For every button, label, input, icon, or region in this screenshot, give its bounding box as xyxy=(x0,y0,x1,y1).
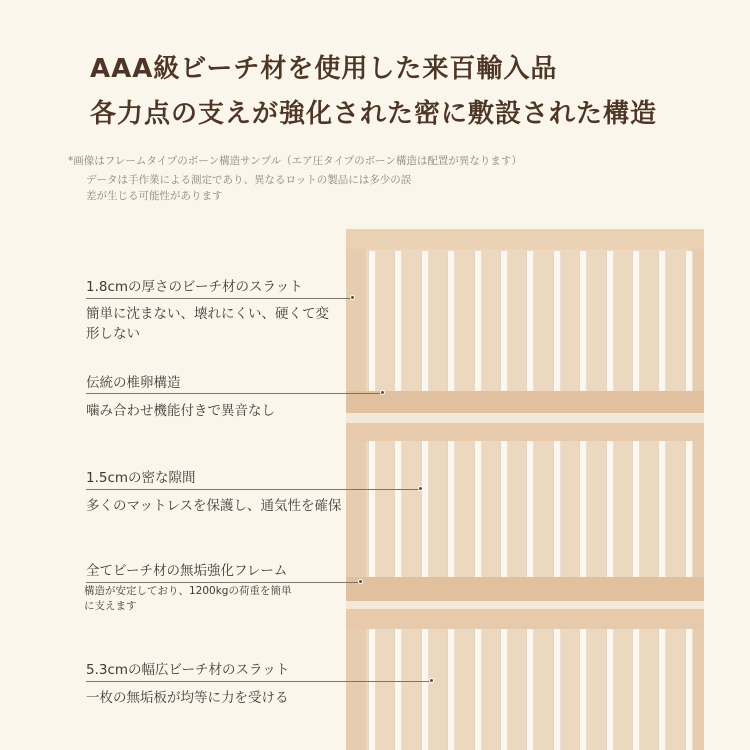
slat-gap xyxy=(658,629,666,750)
slat-gap xyxy=(474,629,482,750)
slat-gap xyxy=(606,251,614,391)
slat-gap xyxy=(526,441,534,577)
slat-gap xyxy=(553,441,561,577)
callout-marker xyxy=(358,579,363,584)
frame-joint-gap-2 xyxy=(346,601,704,609)
slat-gap xyxy=(606,629,614,750)
slat-gap xyxy=(658,441,666,577)
slat-gap xyxy=(500,251,508,391)
slat-gap xyxy=(421,251,429,391)
slat-gap xyxy=(685,629,693,750)
frame-cross-rail-2b xyxy=(346,609,704,629)
frame-cross-rail-2 xyxy=(346,577,704,601)
slat-gap xyxy=(579,629,587,750)
callout-marker xyxy=(380,390,385,395)
slat-gap xyxy=(474,441,482,577)
callout-body-cont: に支えます xyxy=(84,600,137,612)
slat-gap xyxy=(685,251,693,391)
callout-marker xyxy=(418,486,423,491)
slat-gap xyxy=(526,629,534,750)
callout-marker xyxy=(429,678,434,683)
slat-gap xyxy=(447,251,455,391)
page-title-line2: 各力点の支えが強化された密に敷設された構造 xyxy=(90,99,658,129)
callout-solid-frame xyxy=(86,559,291,614)
slat-gap xyxy=(500,441,508,577)
page-title-line1: AAA級ビーチ材を使用した来百輸入品 xyxy=(90,54,558,84)
callout-dense-gap xyxy=(86,466,342,516)
callout-heading: 1.8cmの厚さのビーチ材のスラット xyxy=(86,279,303,295)
frame-cross-rail-1b xyxy=(346,423,704,441)
slat-gap xyxy=(447,441,455,577)
slat-gap xyxy=(500,629,508,750)
callout-leader-line xyxy=(86,489,422,490)
callout-heading: 伝統の椎卵構造 xyxy=(86,375,181,391)
slat-gap xyxy=(394,251,402,391)
slat-gap xyxy=(421,629,429,750)
slat-gap xyxy=(632,629,640,750)
frame-joint-gap-1 xyxy=(346,413,704,423)
callout-leader-line xyxy=(86,298,354,299)
callout-heading: 全てビーチ材の無垢強化フレーム xyxy=(86,563,288,579)
callout-wide-slat xyxy=(86,658,289,708)
callout-body: 多くのマットレスを保護し、通気性を確保 xyxy=(86,498,342,514)
callout-body: 噛み合わせ機能付きで異音なし xyxy=(86,403,275,419)
callout-body: 構造が安定しており、1200kgの荷重を簡単 xyxy=(84,585,292,597)
slat-gap xyxy=(685,441,693,577)
slat-gap xyxy=(368,441,376,577)
callout-body-cont: 形しない xyxy=(86,326,140,342)
slat-gap xyxy=(553,629,561,750)
callout-leader-line xyxy=(86,681,433,682)
slat-gap xyxy=(579,441,587,577)
callout-body: 簡単に沈まない、壊れにくい、硬くて変 xyxy=(86,306,329,322)
callout-leader-line xyxy=(86,393,384,394)
callout-heading: 1.5cmの密な隙間 xyxy=(86,470,196,486)
frame-top-rail xyxy=(346,229,704,249)
slat-gap xyxy=(368,629,376,750)
callout-slat-thickness xyxy=(86,275,329,344)
slat-gap xyxy=(447,629,455,750)
slat-gap xyxy=(632,441,640,577)
slat-gap xyxy=(658,251,666,391)
disclaimer-note: *画像はフレームタイプのボーン構造サンプル（エア圧タイプのボーン構造は配置が異なります） xyxy=(68,155,522,167)
callout-heading: 5.3cmの幅広ビーチ材のスラット xyxy=(86,662,290,678)
slat-gap xyxy=(553,251,561,391)
slat-gap xyxy=(368,251,376,391)
slat-gap xyxy=(606,441,614,577)
callout-marker xyxy=(350,295,355,300)
callout-body: 一枚の無垢板が均等に力を受ける xyxy=(86,690,289,706)
slat-gap xyxy=(394,629,402,750)
measurement-note-line1: データは手作業による測定であり、異なるロットの製品には多少の誤 xyxy=(86,174,412,186)
callout-joint-structure xyxy=(86,371,275,421)
slat-gap xyxy=(394,441,402,577)
slat-gap xyxy=(474,251,482,391)
slat-gap xyxy=(632,251,640,391)
slat-gap xyxy=(579,251,587,391)
callout-leader-line xyxy=(86,582,362,583)
measurement-note-line2: 差が生じる可能性があります xyxy=(86,190,223,202)
slat-gap xyxy=(526,251,534,391)
slat-gap xyxy=(421,441,429,577)
frame-cross-rail-1 xyxy=(346,391,704,413)
